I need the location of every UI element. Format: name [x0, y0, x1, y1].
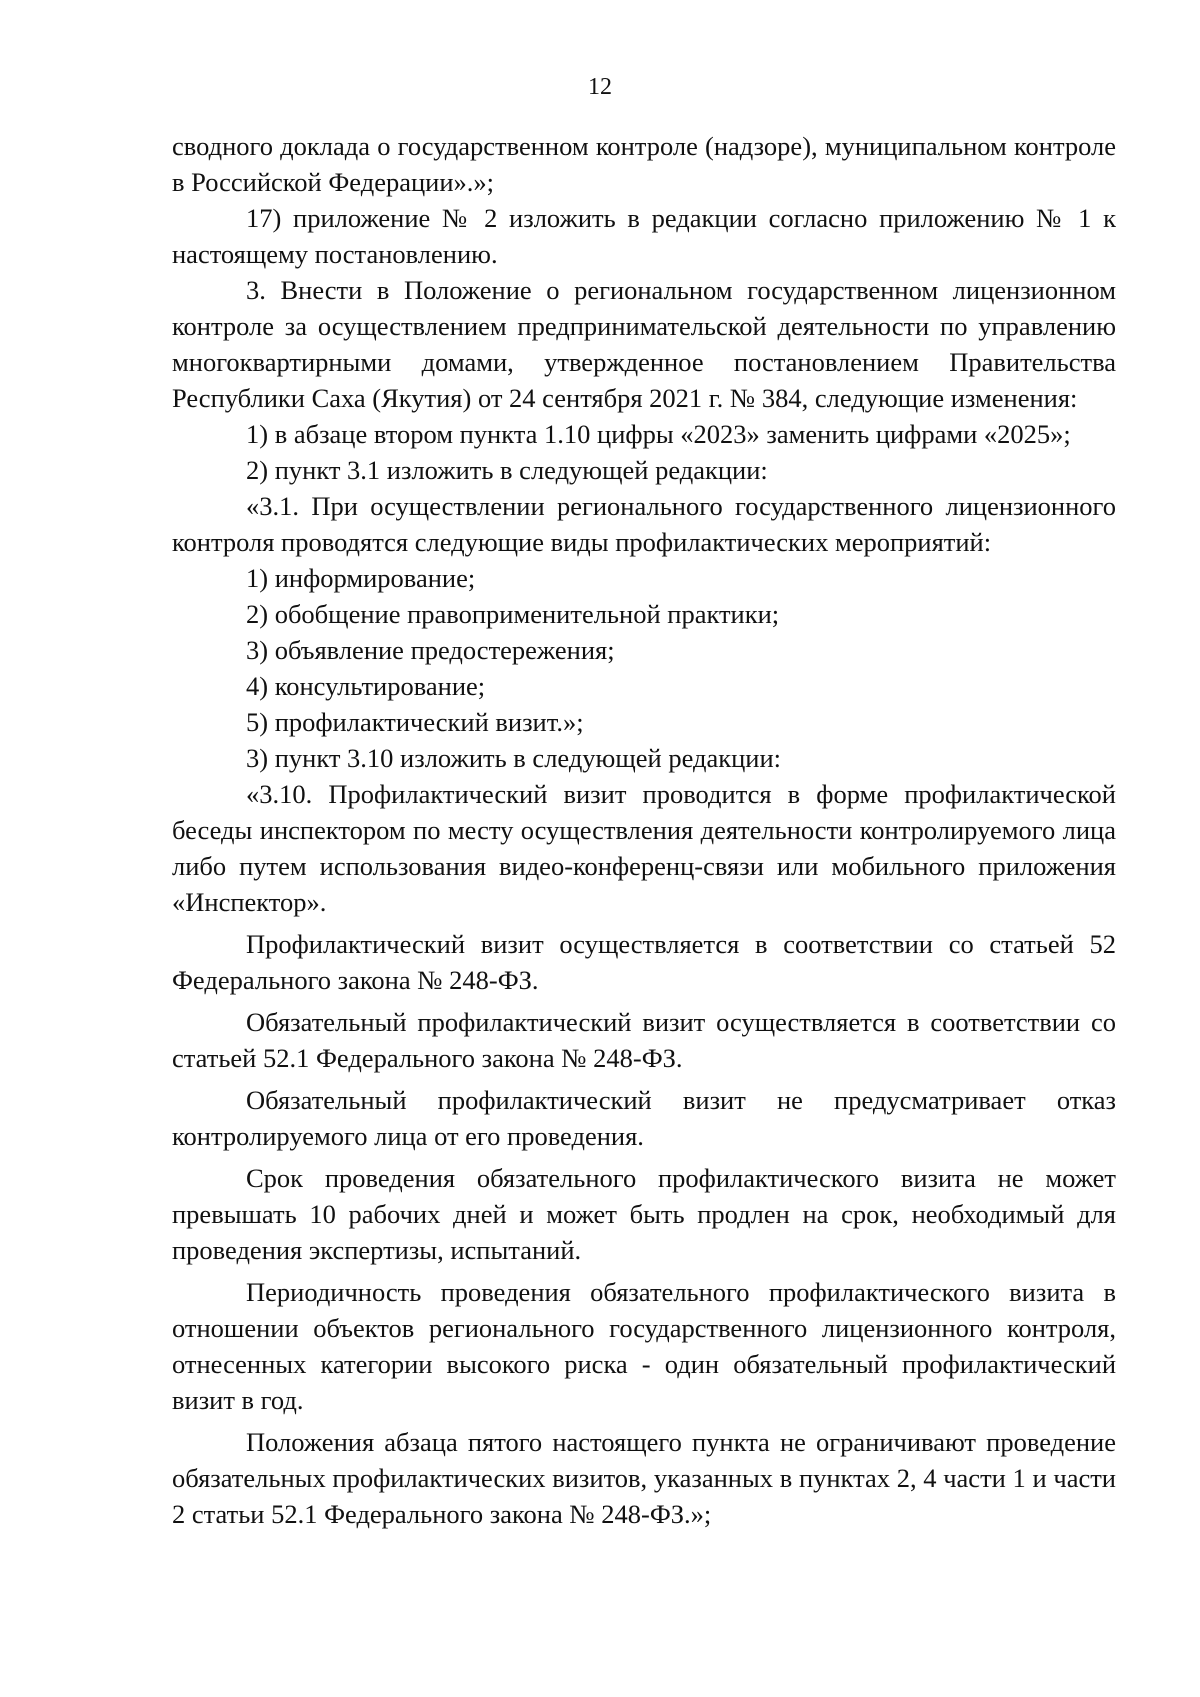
paragraph-no-refusal: Обязательный профилактический визит не предусматривает отказ контролируемого лица от его проведения.: [172, 1085, 1116, 1151]
paragraph-item-3: 3. Внести в Положение о региональном государственном лицензионном контроле за осуществлением предпринимательской деятельности по управлению многоквартирными домами, утвержденное постановлением Правительства Республики Саха (Якутия) от 24 сентября 2021 г. № 384, следующие изменения:: [172, 275, 1116, 413]
document-body: [172, 128, 1116, 1532]
paragraph-mandatory-visit: Обязательный профилактический визит осуществляется в соответствии со статьей 52.1 Федерального закона № 248-ФЗ.: [172, 1007, 1116, 1073]
list-item-visit: 5) профилактический визит.»;: [246, 707, 584, 737]
paragraph-continuation: сводного доклада о государственном контроле (надзоре), муниципальном контроле в Российской Федерации».»;: [172, 131, 1116, 197]
paragraph-subitem-1: 1) в абзаце втором пункта 1.10 цифры «2023» заменить цифрами «2025»;: [246, 419, 1071, 449]
paragraph-subitem-3: 3) пункт 3.10 изложить в следующей редакции:: [246, 743, 782, 773]
paragraph-periodicity: Периодичность проведения обязательного профилактического визита в отношении объектов регионального государственного лицензионного контроля, отнесенных категории высокого риска - один обязательный профилактический визит в год.: [172, 1277, 1116, 1415]
paragraph-clause-3-1: «3.1. При осуществлении регионального государственного лицензионного контроля проводятся следующие виды профилактических мероприятий:: [172, 491, 1116, 557]
list-item-warning: 3) объявление предостережения;: [246, 635, 615, 665]
paragraph-subitem-2: 2) пункт 3.1 изложить в следующей редакции:: [246, 455, 768, 485]
paragraph-provisions: Положения абзаца пятого настоящего пункта не ограничивают проведение обязательных профилактических визитов, указанных в пунктах 2, 4 части 1 и части 2 статьи 52.1 Федерального закона № 248-ФЗ.»;: [172, 1427, 1116, 1529]
paragraph-term: Срок проведения обязательного профилактического визита не может превышать 10 рабочих дней и может быть продлен на срок, необходимый для проведения экспертизы, испытаний.: [172, 1163, 1116, 1265]
list-item-consulting: 4) консультирование;: [246, 671, 486, 701]
list-item-informing: 1) информирование;: [246, 563, 476, 593]
paragraph-visit-basis: Профилактический визит осуществляется в соответствии со статьей 52 Федерального закона № 248-ФЗ.: [172, 929, 1116, 995]
page-number: 12: [588, 74, 612, 100]
list-item-generalization: 2) обобщение правоприменительной практики;: [246, 599, 780, 629]
paragraph-clause-3-10: «3.10. Профилактический визит проводится в форме профилактической беседы инспектором по месту осуществления деятельности контролируемого лица либо путем использования видео-конференц-связи или мобильного приложения «Инспектор».: [172, 779, 1116, 917]
paragraph-item-17: 17) приложение № 2 изложить в редакции согласно приложению № 1 к настоящему постановлению.: [172, 203, 1116, 269]
